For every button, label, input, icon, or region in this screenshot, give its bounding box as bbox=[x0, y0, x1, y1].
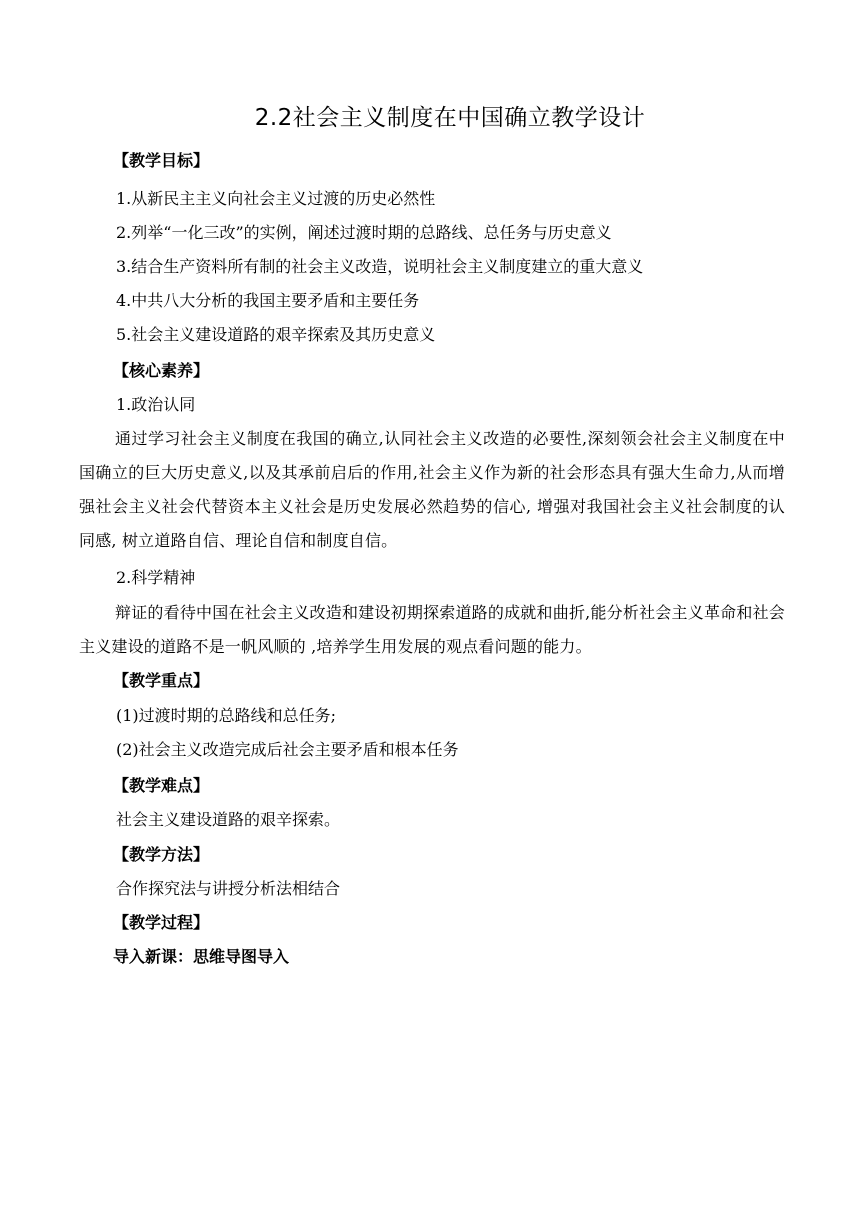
literacy-paragraph: 通过学习社会主义制度在我国的确立,认同社会主义改造的必要性,深刻领会社会主义制度在中国确立的巨大历史意义,以及其承前启后的作用,社会主义作为新的社会形态具有强大生命力,从而增强社会主义社会代替资本主义社会是历史发展必然趋势的信心, 增强对我国社会主义社会制度的认同感, 树立道路自信、理论自信和制度自信。 bbox=[79, 429, 785, 550]
process-heading: 【教学过程】 bbox=[113, 913, 210, 932]
difficulty-text: 社会主义建设道路的艰辛探索。 bbox=[116, 810, 341, 829]
key-point-item: (2)社会主义改造完成后社会主要矛盾和根本任务 bbox=[116, 740, 459, 759]
method-heading: 【教学方法】 bbox=[113, 845, 210, 864]
objective-item: 5.社会主义建设道路的艰辛探索及其历史意义 bbox=[116, 325, 436, 344]
literacy-subheading: 1.政治认同 bbox=[116, 395, 196, 414]
objective-item: 1.从新民主主义向社会主义过渡的历史必然性 bbox=[116, 189, 436, 208]
literacy-subheading: 2.科学精神 bbox=[116, 568, 196, 587]
process-intro: 导入新课：思维导图导入 bbox=[113, 947, 290, 966]
objective-item: 3.结合生产资料所有制的社会主义改造，说明社会主义制度建立的重大意义 bbox=[116, 257, 644, 276]
method-text: 合作探究法与讲授分析法相结合 bbox=[116, 879, 341, 898]
objective-item: 4.中共八大分析的我国主要矛盾和主要任务 bbox=[116, 291, 420, 310]
difficulty-heading: 【教学难点】 bbox=[113, 776, 210, 795]
objectives-heading: 【教学目标】 bbox=[113, 151, 210, 170]
document-title: 2.2社会主义制度在中国确立教学设计 bbox=[254, 105, 646, 131]
key-point-item: (1)过渡时期的总路线和总任务; bbox=[116, 706, 337, 725]
objective-item: 2.列举“一化三改”的实例，阐述过渡时期的总路线、总任务与历史意义 bbox=[116, 223, 612, 242]
literacy-paragraph: 辩证的看待中国在社会主义改造和建设初期探索道路的成就和曲折,能分析社会主义革命和社会主义建设的道路不是一帆风顺的 ,培养学生用发展的观点看问题的能力。 bbox=[79, 603, 785, 656]
key-points-heading: 【教学重点】 bbox=[113, 671, 210, 690]
literacy-heading: 【核心素养】 bbox=[113, 361, 210, 380]
